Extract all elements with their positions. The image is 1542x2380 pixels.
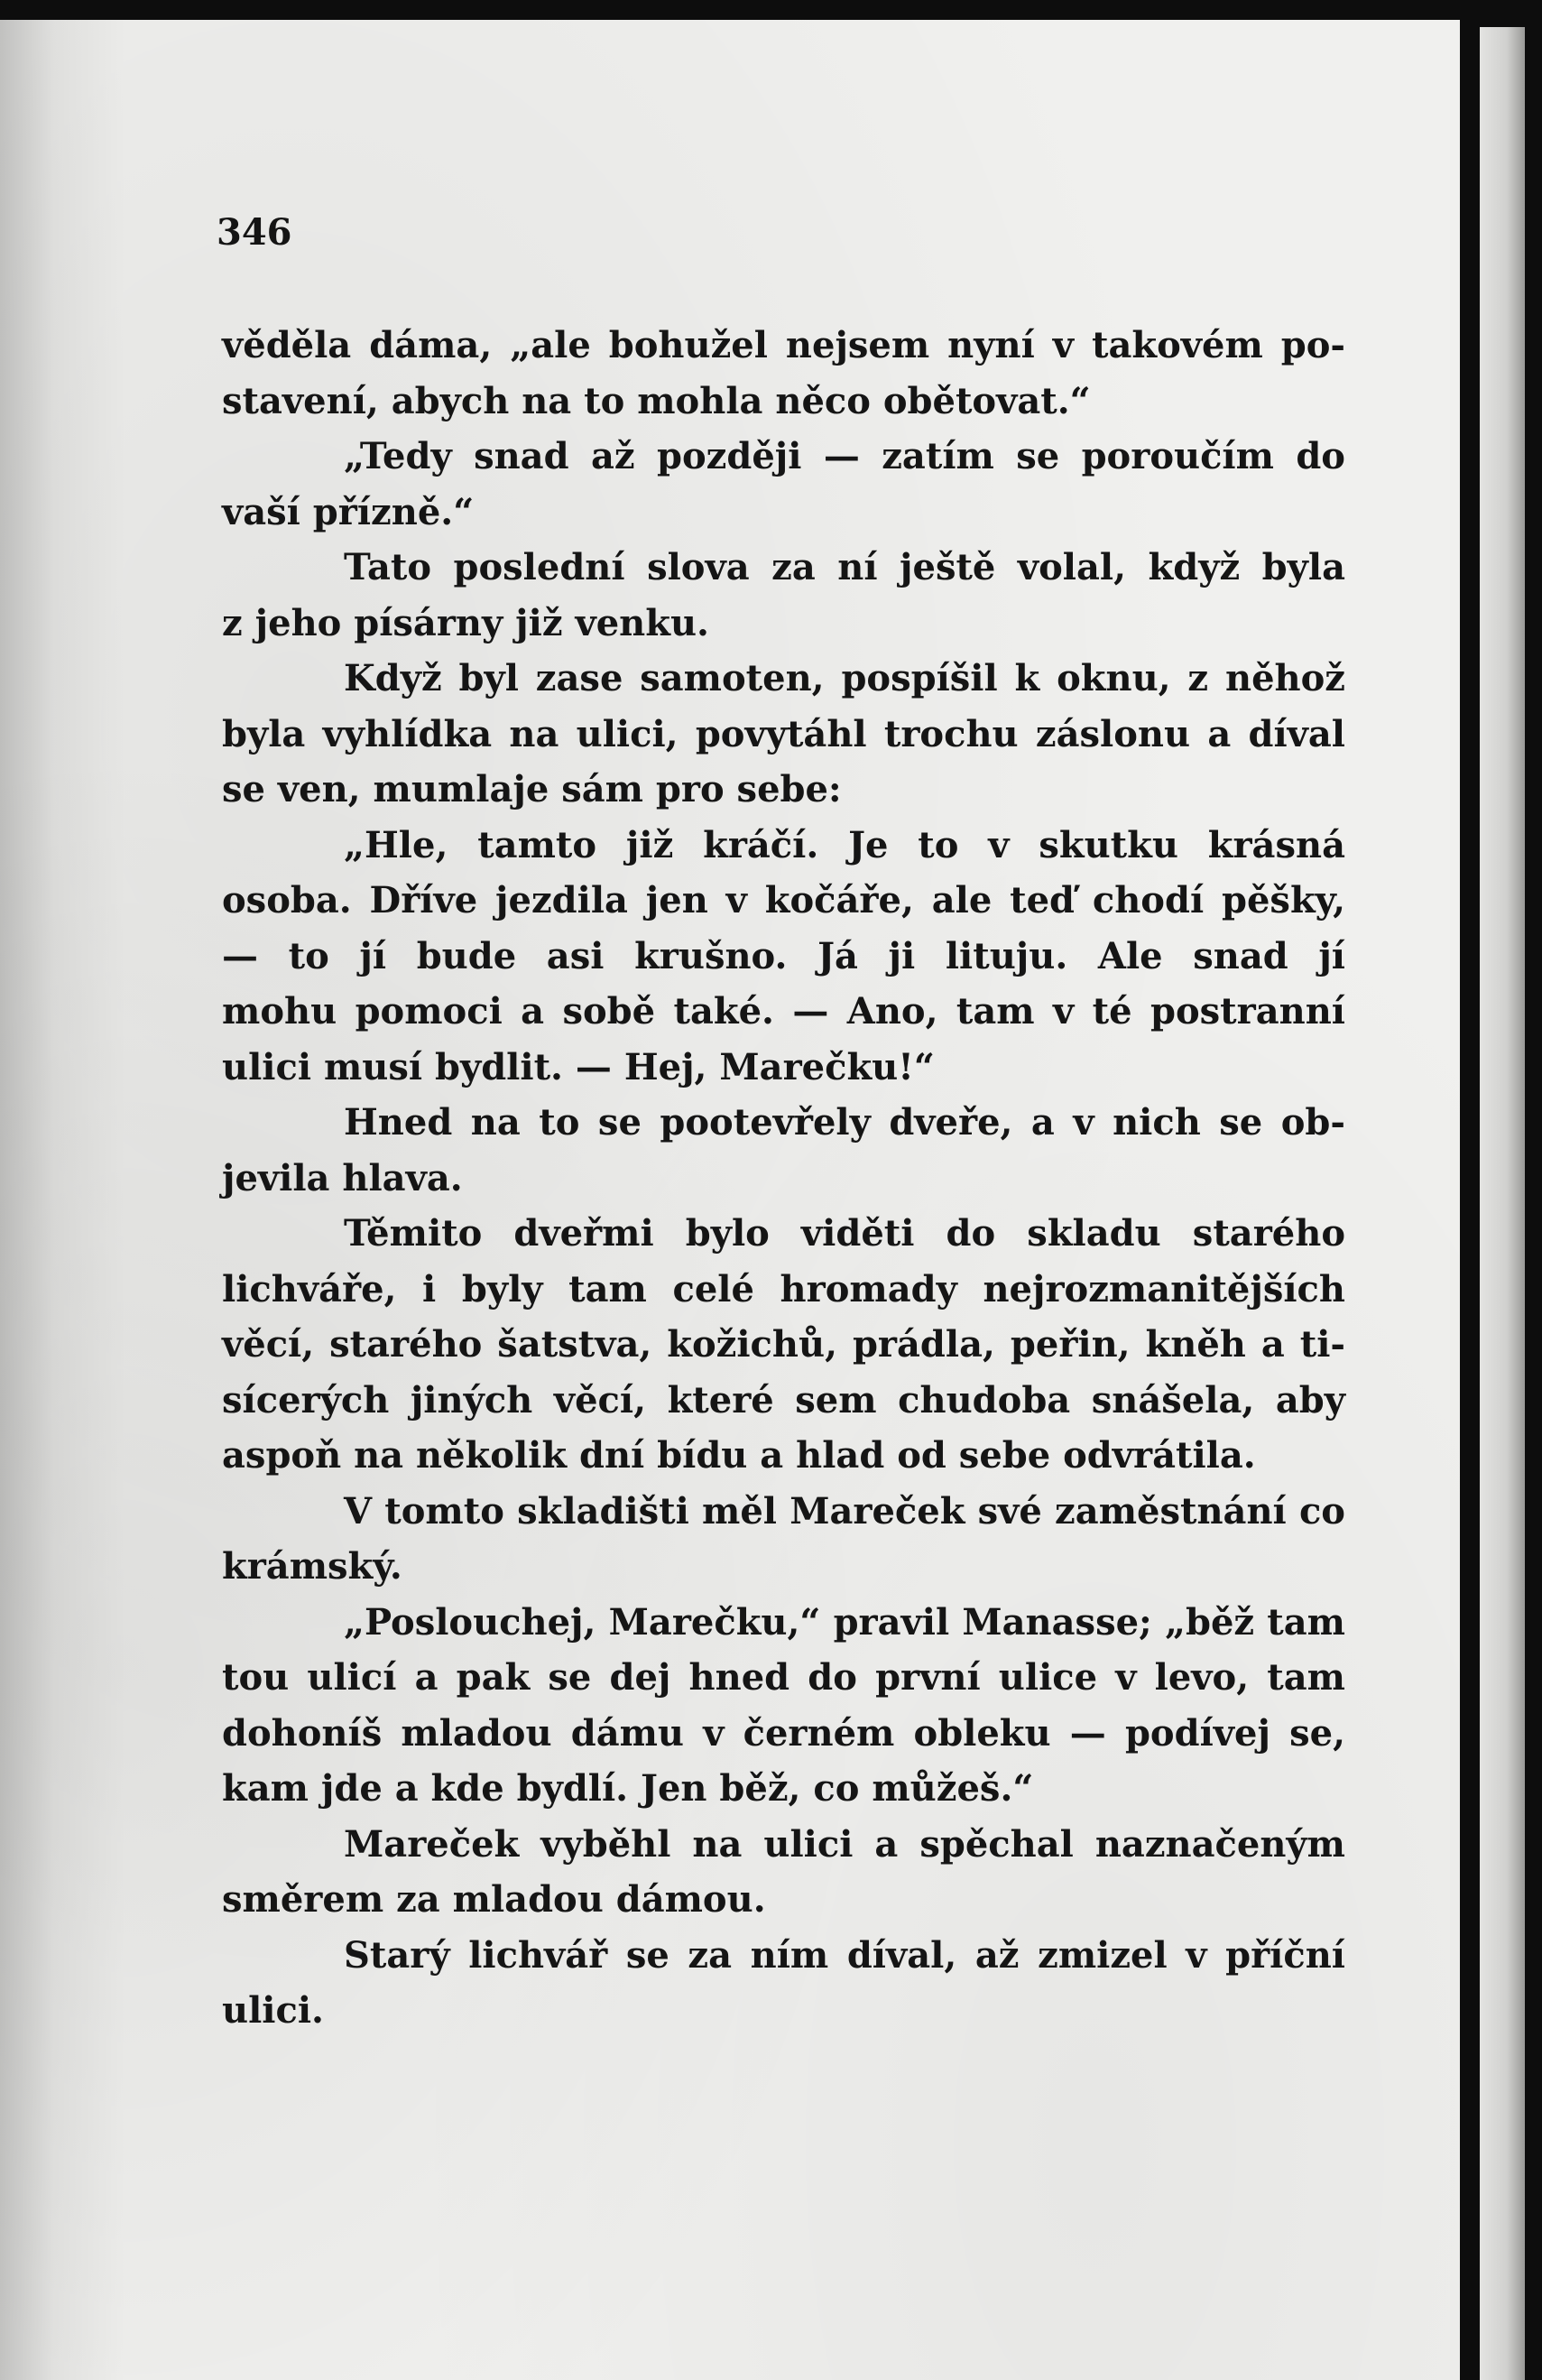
text-line: ulici. <box>222 1989 324 2032</box>
text-line: Starý lichvář se za ním díval, až zmizel v příční <box>344 1933 1345 1977</box>
text-line: Mareček vyběhl na ulici a spěchal naznačeným <box>344 1822 1345 1866</box>
text-line: Tato poslední slova za ní ještě volal, když byla <box>344 546 1345 588</box>
text-line: tou ulicí a pak se dej hned do první ulice v levo, tam <box>222 1656 1345 1699</box>
text-line: krámský. <box>222 1545 402 1588</box>
text-line: lichváře, i byly tam celé hromady nejrozmanitějších <box>222 1267 1345 1310</box>
text-line: Hned na to se pootevřely dveře, a v nich se ob- <box>344 1101 1345 1144</box>
page-number: 346 <box>217 211 292 254</box>
text-line: „Poslouchej, Marečku,“ pravil Manasse; „běž tam <box>344 1600 1345 1644</box>
text-line: mohu pomoci a sobě také. — Ano, tam v té postranní <box>222 990 1345 1033</box>
text-line: dohoníš mladou dámu v černém obleku — podívej se, <box>222 1711 1345 1755</box>
text-line: „Hle, tamto již kráčí. Je to v skutku krásná <box>344 823 1345 866</box>
text-line: „Tedy snad až později — zatím se poroučím do <box>344 435 1345 477</box>
text-line: věděla dáma, „ale bohužel nejsem nyní v takovém po- <box>222 324 1345 366</box>
text-line: aspoň na několik dní bídu a hlad od sebe odvrátila. <box>222 1434 1256 1477</box>
text-line: směrem za mladou dámou. <box>222 1878 766 1921</box>
text-line: osoba. Dříve jezdila jen v kočáře, ale teď chodí pěšky, <box>222 879 1345 921</box>
text-line: se ven, mumlaje sám pro sebe: <box>222 768 842 810</box>
text-line: Když byl zase samoten, pospíšil k oknu, z něhož <box>344 657 1345 699</box>
body-text <box>222 318 1345 2039</box>
text-line: byla vyhlídka na ulici, povytáhl trochu záslonu a díval <box>222 712 1345 755</box>
text-line: Těmito dveřmi bylo viděti do skladu starého <box>344 1212 1345 1255</box>
text-line: z jeho písárny již venku. <box>222 601 709 644</box>
text-line: V tomto skladišti měl Mareček své zaměstnání co <box>344 1489 1345 1533</box>
text-line: stavení, abych na to mohla něco obětovat.“ <box>222 379 1091 422</box>
text-line: věcí, starého šatstva, kožichů, prádla, peřin, kněh a ti- <box>222 1323 1345 1366</box>
text-line: jevila hlava. <box>222 1156 463 1199</box>
next-page-edge <box>1480 27 1525 2380</box>
text-line: vaší přízně.“ <box>222 490 475 533</box>
text-line: sícerých jiných věcí, které sem chudoba snášela, aby <box>222 1378 1345 1422</box>
text-line: kam jde a kde bydlí. Jen běž, co můžeš.“ <box>222 1767 1034 1810</box>
text-line: ulici musí bydlit. — Hej, Marečku!“ <box>222 1045 935 1088</box>
book-page <box>0 20 1460 2380</box>
text-line: — to jí bude asi krušno. Já ji lituju. Ale snad jí <box>222 934 1345 977</box>
